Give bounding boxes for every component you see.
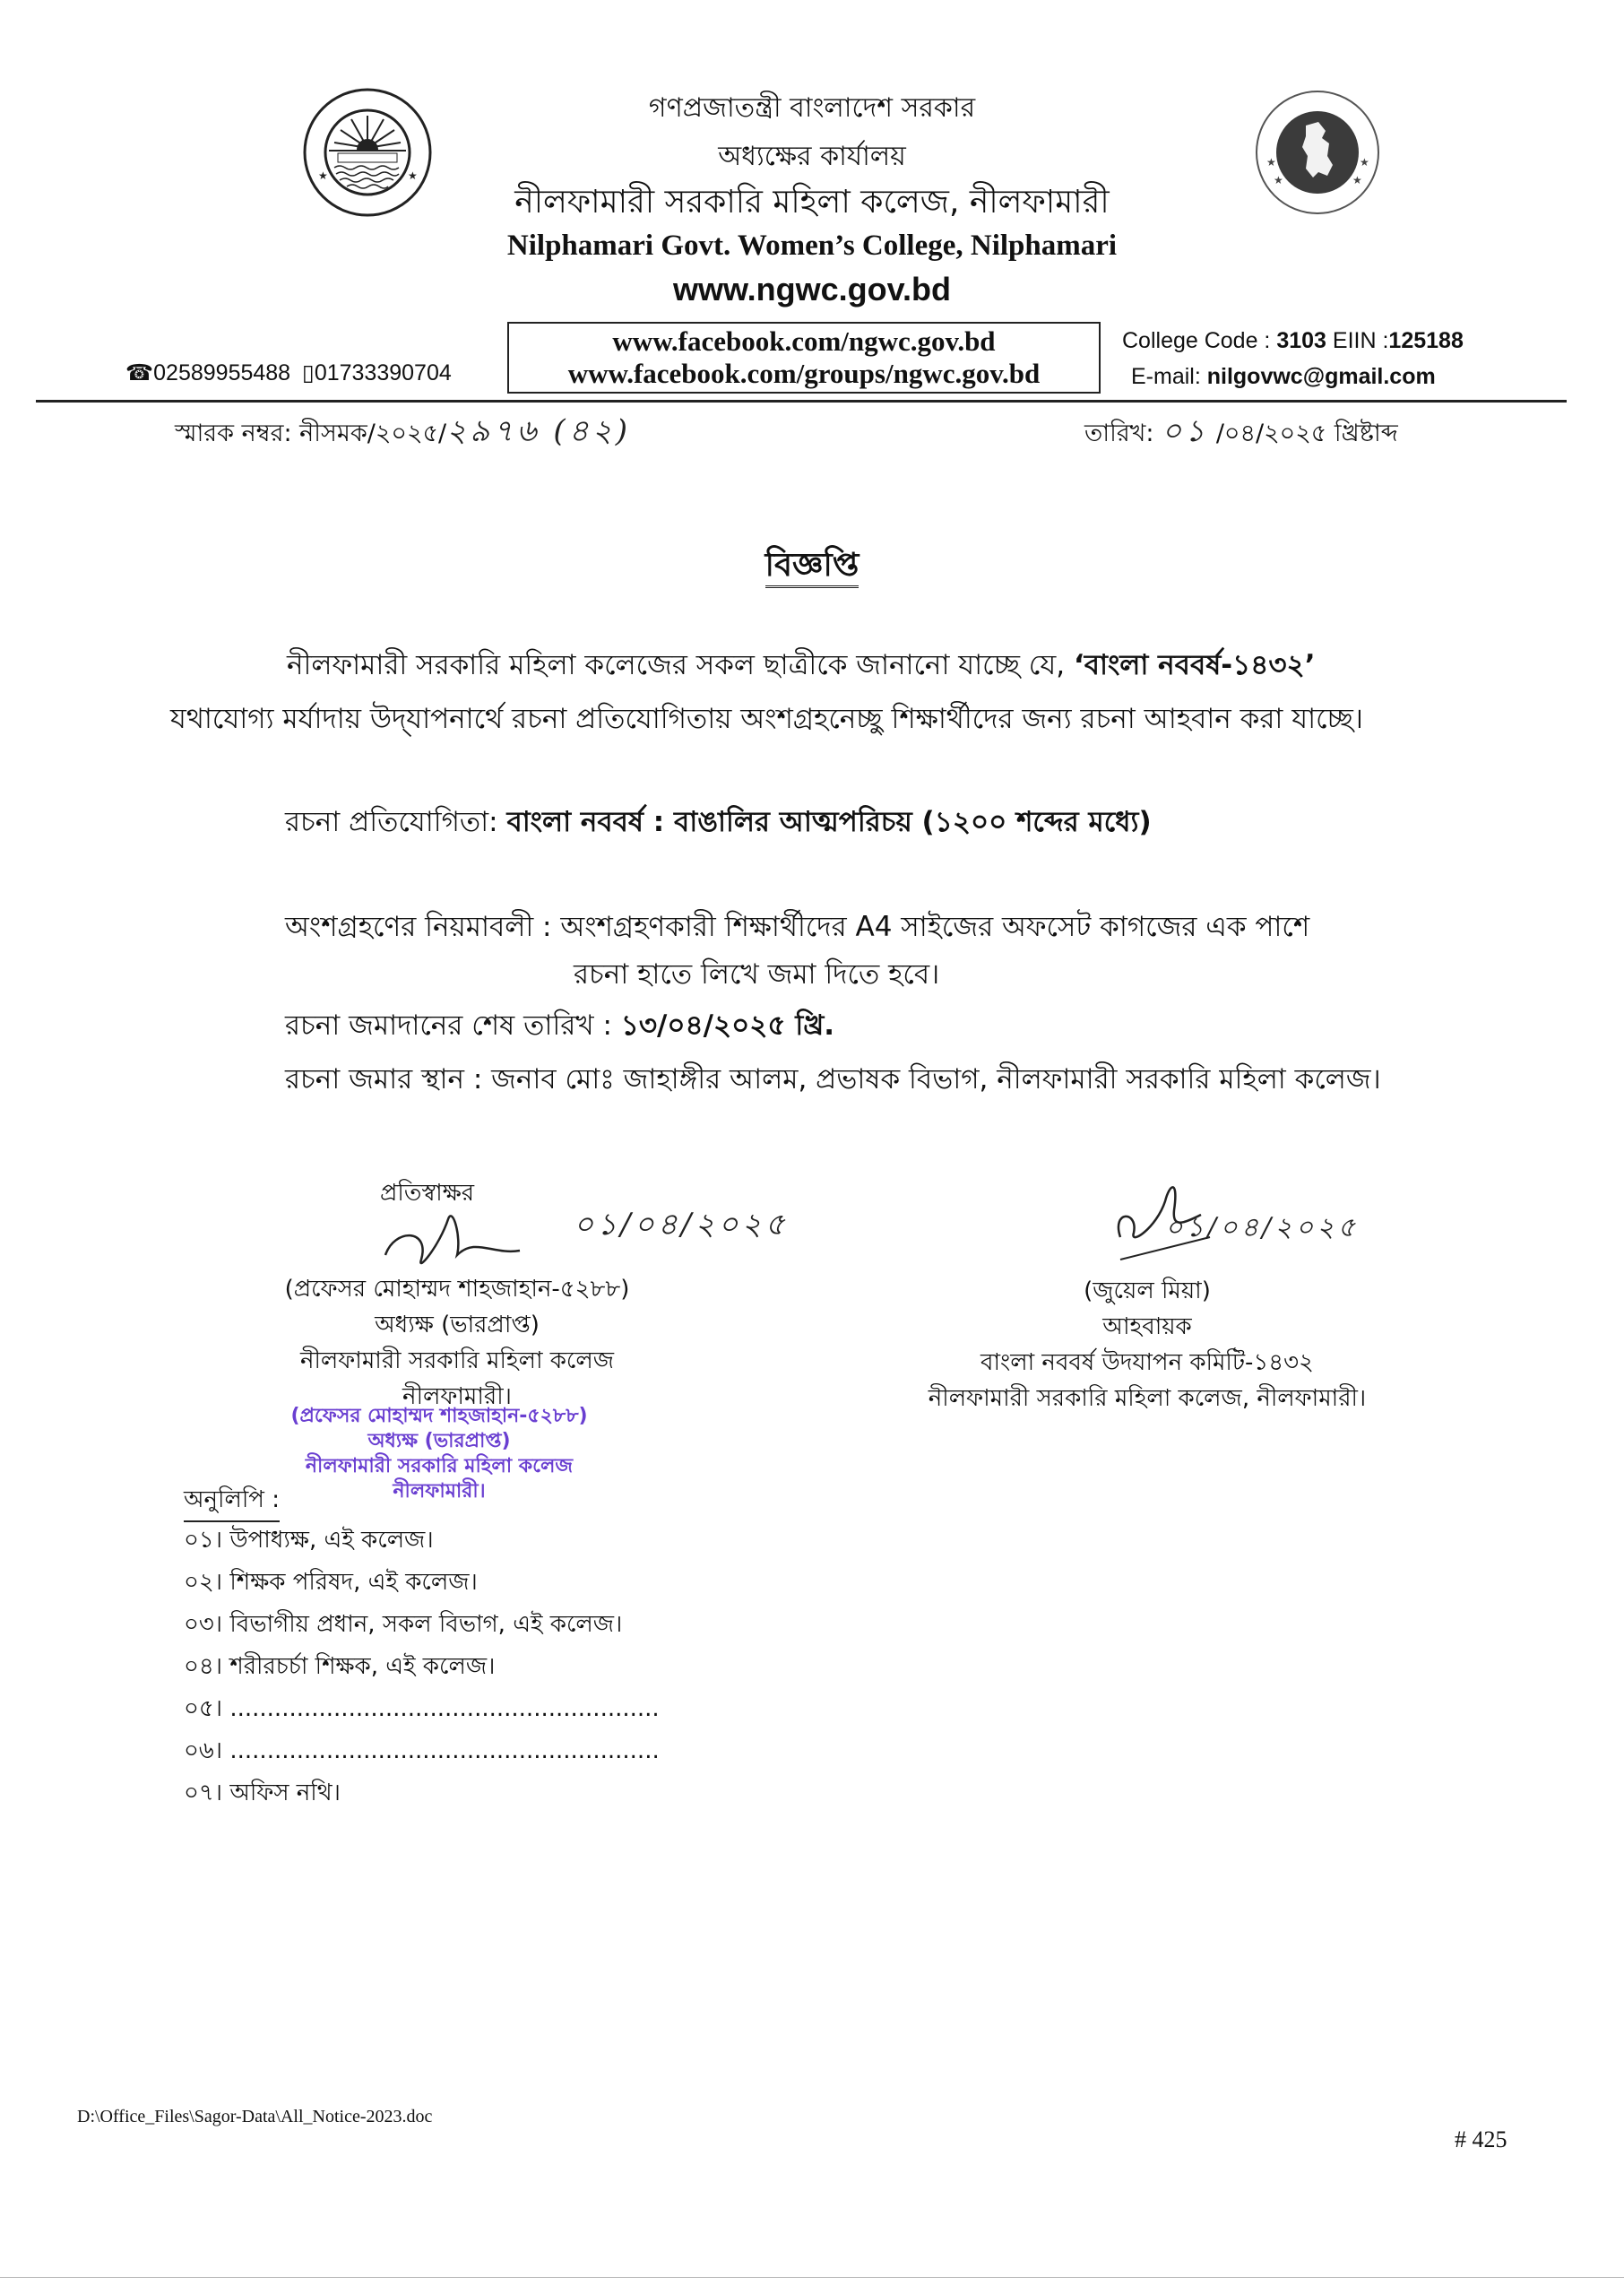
page-bottom-edge — [0, 2277, 1624, 2278]
government-name: গণপ্রজাতন্ত্রী বাংলাদেশ সরকার — [648, 92, 976, 124]
email-label: E-mail: — [1131, 364, 1207, 389]
deadline-value: ১৩/০৪/২০২৫ খ্রি. — [620, 1009, 835, 1042]
college-website[interactable]: www.ngwc.gov.bd — [673, 271, 951, 307]
committee-name: বাংলা নববর্ষ উদযাপন কমিটি-১৪৩২ — [980, 1349, 1314, 1376]
memo-number — [175, 408, 631, 459]
memo-label: স্মারক নম্বর: নীসমক/২০২৫/ — [175, 420, 447, 447]
copy-item: ০২। শিক্ষক পরিষদ, এই কলেজ। — [184, 1569, 478, 1596]
phone-number[interactable]: 02589955488 — [153, 360, 291, 385]
date-label: তারিখ: — [1084, 420, 1162, 447]
submission-place — [285, 1058, 1381, 1104]
copies-label: অনুলিপি : — [184, 1481, 280, 1522]
date-rest: /০৪/২০২৫ খ্রিষ্টাব্দ — [1208, 420, 1398, 447]
eiin-value: 125188 — [1388, 328, 1464, 353]
principal-block — [224, 1271, 690, 1415]
phone-contacts — [125, 359, 452, 386]
college-identifiers — [1122, 323, 1464, 394]
deadline-label: রচনা জমাদানের শেষ তারিখ : — [285, 1009, 621, 1042]
header-divider — [36, 400, 1567, 403]
telephone-icon: ☎ — [125, 360, 154, 385]
college-code-value: 3103 — [1276, 328, 1326, 353]
office-name: অধ্যক্ষের কার্যালয় — [718, 141, 906, 172]
svg-text:★: ★ — [318, 169, 328, 182]
copy-item: ০৩। বিভাগীয় প্রধান, সকল বিভাগ, এই কলেজ। — [184, 1611, 623, 1638]
place-label: রচনা জমার স্থান : — [285, 1063, 492, 1096]
svg-text:★: ★ — [1360, 156, 1369, 169]
principal-signature-date: ০১/০৪/২০২৫ — [574, 1207, 789, 1243]
notice-paragraph-line1: নীলফামারী সরকারি মহিলা কলেজের সকল ছাত্রীকে জানানো যাচ্ছে যে, ‘বাংলা নববর্ষ-১৪৩২’ — [287, 649, 1316, 681]
email-row — [1122, 359, 1464, 394]
participation-rules — [285, 905, 1309, 952]
principal-stamp: (প্রফেসর মোহাম্মদ শাহজাহান-৫২৮৮) অধ্যক্ষ (ভারপ্রাপ্ত) নীলফামারী সরকারি মহিলা কলেজ নীলফামারী। — [290, 1405, 588, 1503]
convener-designation: আহবায়ক — [1102, 1313, 1192, 1340]
principal-institution: নীলফামারী সরকারি মহিলা কলেজ — [299, 1347, 615, 1374]
eiin-label: EIIN : — [1326, 328, 1389, 353]
college-code-row — [1122, 323, 1464, 359]
file-path: D:\Office_Files\Sagor-Data\All_Notice-2023.doc — [77, 2107, 433, 2126]
date-handwritten-day: ০১ — [1162, 413, 1209, 449]
notice-paragraph-line2: যথাযোগ্য মর্যাদায় উদ্‌যাপনার্থে রচনা প্রতিযোগিতায় অংশগ্রহনেচ্ছু শিক্ষার্থীদের জন্য রচনা আহবান করা যাচ্ছে। — [170, 703, 1363, 735]
facebook-links-box — [507, 322, 1101, 394]
submission-deadline — [285, 1004, 834, 1051]
convener-signature-date: ০১/০৪/২০২৫ — [1165, 1212, 1360, 1243]
place-value: জনাব মোঃ জাহাঙ্গীর আলম, প্রভাষক বিভাগ, নীলফামারী সরকারি মহিলা কলেজ। — [491, 1063, 1381, 1096]
mobile-number[interactable]: 01733390704 — [314, 360, 452, 385]
copy-item: ০৭। অফিস নথি। — [184, 1780, 341, 1806]
page-number: # 425 — [1455, 2126, 1507, 2152]
facebook-group-link[interactable]: www.facebook.com/groups/ngwc.gov.bd — [567, 358, 1041, 389]
copy-item: ০৫। .......................................................... — [184, 1695, 660, 1722]
rules-line1: অংশগ্রহণকারী শিক্ষার্থীদের A4 সাইজের অফসেট কাগজের এক পাশে — [560, 911, 1310, 943]
event-name: ‘বাংলা নববর্ষ-১৪৩২’ — [1073, 649, 1316, 681]
topic-label: রচনা প্রতিযোগিতা: — [285, 806, 507, 838]
convener-block — [896, 1273, 1398, 1416]
facebook-page-link[interactable]: www.facebook.com/ngwc.gov.bd — [612, 325, 996, 357]
convener-institution: নীলফামারী সরকারি মহিলা কলেজ, নীলফামারী। — [928, 1385, 1367, 1412]
convener-name: (জুয়েল মিয়া) — [1084, 1277, 1211, 1304]
svg-text:★: ★ — [408, 169, 418, 182]
principal-name: (প্রফেসর মোহাম্মদ শাহজাহান-৫২৮৮) — [284, 1276, 630, 1303]
memo-date — [1084, 408, 1398, 459]
svg-text:★: ★ — [1352, 174, 1362, 186]
svg-text:★: ★ — [1266, 156, 1276, 169]
mobile-phone-icon: ▯ — [302, 360, 315, 385]
college-code-label: College Code : — [1122, 328, 1277, 353]
principal-designation: অধ্যক্ষ (ভারপ্রাপ্ত) — [375, 1312, 540, 1338]
copies-list — [184, 1520, 660, 1814]
topic-value: বাংলা নববর্ষ : বাঙালির আত্মপরিচয় (১২০০ শব্দের মধ্যে) — [506, 806, 1152, 838]
principal-location: নীলফামারী। — [402, 1383, 512, 1410]
copy-item: ০৬। .......................................................... — [184, 1737, 660, 1764]
memo-handwritten-number: ২৯৭৬ (৪২) — [446, 413, 632, 449]
rules-line2: রচনা হাতে লিখে জমা দিতে হবে। — [574, 958, 940, 991]
notice-title: বিজ্ঞপ্তি — [0, 541, 1624, 594]
college-name-bn: নীলফামারী সরকারি মহিলা কলেজ, নীলফামারী — [514, 184, 1110, 221]
rules-label: অংশগ্রহণের নিয়মাবলী : — [285, 911, 561, 943]
svg-text:★: ★ — [1274, 174, 1283, 186]
essay-topic — [285, 801, 1152, 847]
copy-item: ০৪। শরীরচর্চা শিক্ষক, এই কলেজ। — [184, 1653, 496, 1680]
email-value[interactable]: nilgovwc@gmail.com — [1206, 364, 1436, 389]
college-name-en: Nilphamari Govt. Women’s College, Nilphamari — [506, 230, 1118, 262]
copy-item: ০১। উপাধ্যক্ষ, এই কলেজ। — [184, 1527, 434, 1554]
countersign-label: প্রতিস্বাক্ষর — [380, 1180, 475, 1207]
